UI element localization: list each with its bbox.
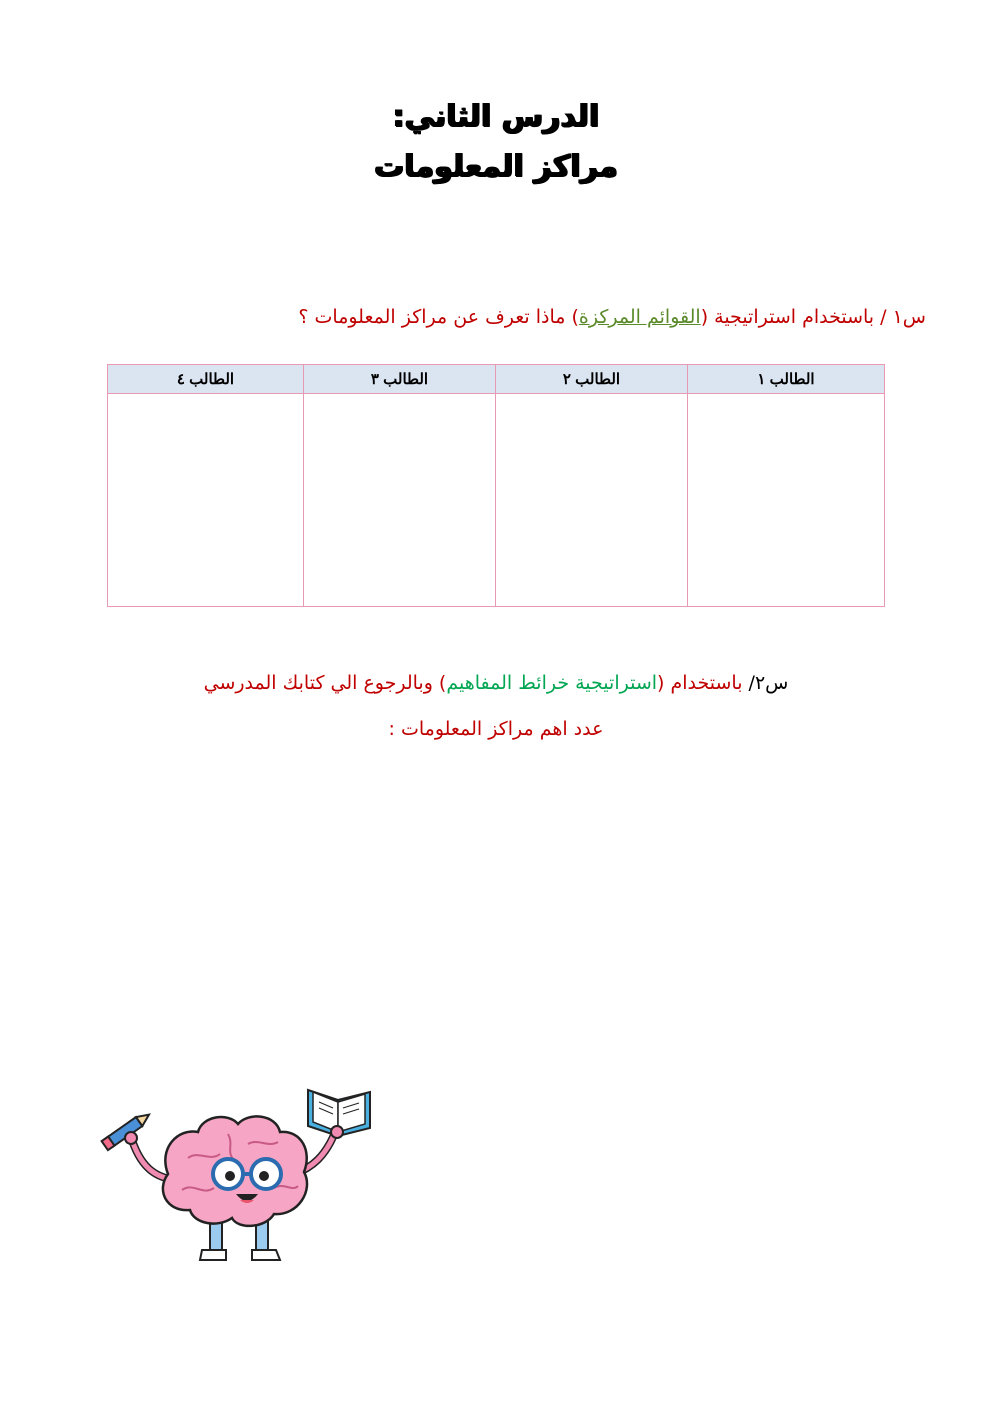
question-2-number: س٢/: [748, 672, 789, 694]
header-student-1: الطالب ١: [688, 365, 885, 394]
table-row: [108, 394, 885, 607]
question-1-number: س١ /: [874, 306, 926, 328]
header-student-2: الطالب ٢: [496, 365, 688, 394]
question-1-text-start: باستخدام استراتيجية (: [700, 306, 875, 328]
question-2: [100, 660, 892, 752]
lesson-title: [300, 92, 692, 192]
question-2-text-start: باستخدام (: [657, 672, 749, 694]
table-header-row: [108, 365, 885, 394]
header-student-4: الطالب ٤: [108, 365, 304, 394]
answer-cell-student-3[interactable]: [304, 394, 496, 607]
title-line-2: مراكز المعلومات: [374, 149, 618, 184]
answer-cell-student-2[interactable]: [496, 394, 688, 607]
question-2-strategy: استراتيجية خرائط المفاهيم: [446, 672, 658, 694]
title-line-1: الدرس الثاني:: [392, 99, 600, 134]
question-2-text-end: ) وبالرجوع الي كتابك المدرسي: [203, 672, 447, 694]
question-1: [226, 306, 926, 328]
header-student-3: الطالب ٣: [304, 365, 496, 394]
question-2-line-2: عدد اهم مراكز المعلومات :: [388, 718, 604, 740]
students-table: [107, 364, 885, 607]
brain-reading-icon: [98, 1078, 380, 1274]
answer-cell-student-4[interactable]: [108, 394, 304, 607]
answer-cell-student-1[interactable]: [688, 394, 885, 607]
question-1-text-end: ) ماذا تعرف عن مراكز المعلومات ؟: [298, 306, 579, 328]
question-2-line-1: [100, 660, 892, 706]
pencil-icon: [102, 1110, 153, 1150]
question-1-strategy: القوائم المركزة: [578, 306, 701, 328]
